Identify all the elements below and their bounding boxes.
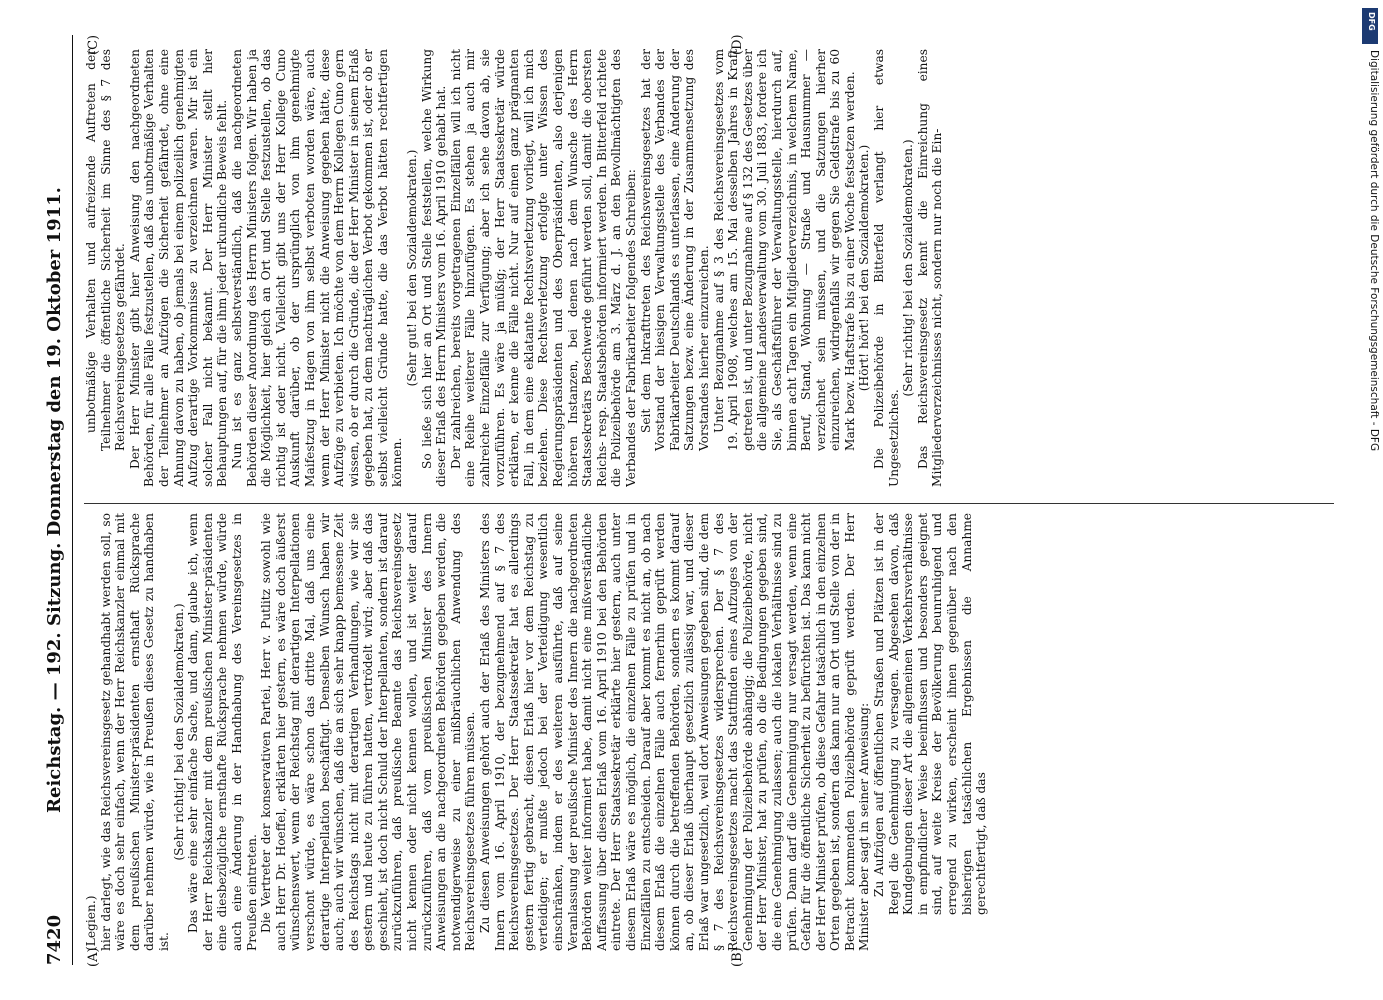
paragraph: unbotmäßige Verhalten und aufreizende Auftreten der Teilnehmer die öffentliche Sicherheit im Sinne des § 7 des Reichsvereinsgesetzes gefährdet.	[84, 49, 128, 451]
margin-letter-c: (C)	[86, 34, 101, 55]
paragraph: Zu Aufzügen auf öffentlichen Straßen und Plätzen ist in der Regel die Genehmigung zu versagen. Abgesehen davon, daß Kundgebungen dieser Art die allgemeinen Verkehrsverhältnisse in empfindlicher Weise beeinflussen und besonders geeignet sind, auf weite Kreise der Bevölkerung beunruhigend und erregend zu wirken, erscheint ihnen gegenüber nach den bisherigen tatsächlichen Ergebnissen die Annahme gerechtfertigt, daß das	[872, 513, 989, 915]
session-title: Reichstag. — 192. Sitzung. Donnerstag den 19. Oktober 1911.	[44, 187, 65, 813]
paragraph: Das Reichsvereinsgesetz kennt die Einreichung eines Mitgliederverzeichnisses nicht, sondern nur noch die Ein-	[915, 49, 945, 487]
digitization-credit: Digitalisierung gefördert durch die Deutsche Forschungsgemeinschaft - DFG	[1368, 50, 1380, 452]
paragraph: Der Herr Minister gibt hier Anweisung den nachgeordneten Behörden, für alle Fälle festzustellen, daß das unbotmäßige Verhalten der Teilnehmer an Aufzügen die Sicherheit gefährdet, ohne eine Ahnung davon zu haben, ob jemals bei einem polizeilich genehmigten Aufzug derartige Vorkommnisse zu verzeichnen waren. Mir ist ein solcher Fall nicht bekannt. Der Herr Minister stellt hier Behauptungen auf, für die ihm jeder urkundliche Beweis fehlt.	[127, 49, 230, 487]
paragraph: (Legien.)	[84, 895, 98, 951]
left-text-column	[84, 513, 1334, 951]
right-text-column	[84, 49, 1334, 487]
dfg-badge: DFG	[1362, 8, 1378, 44]
page-number: 7420	[44, 914, 65, 965]
paragraph: (Sehr richtig! bei den Sozialdemokraten.)	[901, 139, 916, 397]
paragraph: Zu diesen Anweisungen gehört auch der Erlaß des Ministers des Innern vom 16. April 1910, der bezugnehmend auf § 7 des Reichsvereinsgesetzes. Der Herr Staatssekretär hat es allerdings gestern fertig gebracht, diesen Erlaß hier vor dem Reichstag zu verteidigen; er mußte jedoch bei der Verteidigung wesentlich einschränken, indem er des weiteren ausführte, daß auf seine Veranlassung der preußische Minister des Innern die nachgeordneten Behörden weiter informiert habe, damit nicht eine mißverständliche Auffassung über diesen Erlaß vom 16. April 1910 bei den Behörden eintrete. Der Herr Staatssekretär erklärte hier gestern, auch unter diesem Erlaß wäre es möglich, die einzelnen Fälle zu prüfen und in Einzelfällen zu entscheiden. Darauf aber kommt es nicht an, ob nach diesem Erlaß die einzelnen Fälle auch fernerhin geprüft werden können durch die betreffenden Behörden, sondern es kommt darauf an, ob dieser Erlaß überhaupt gesetzlich zulässig war, und dieser Erlaß war ungesetzlich, weil dort Anweisungen gegeben sind, die dem § 7 des Reichsvereinsgesetzes widersprechen. Der § 7 des Reichsvereinsgesetzes macht das Stattfinden eines Aufzuges von der Genehmigung der Polizeibehörde abhängig; die Polizeibehörde, nicht der Herr Minister, hat zu prüfen, ob die Bedingungen gegeben sind, die eine Genehmigung zulassen; auch die lokalen Verhältnisse sind zu prüfen. Dann darf die Genehmigung nur versagt werden, wenn eine Gefahr für die öffentliche Sicherheit zu befürchten ist. Das kann nicht der Herr Minister prüfen, ob diese Gefahr tatsächlich in den einzelnen Orten gegeben ist, sondern das kann nur an Ort und Stelle von der in Betracht kommenden Polizeibehörde geprüft werden. Der Herr Minister aber sagt in seiner Anweisung:	[478, 513, 872, 951]
document-page	[40, 25, 1380, 965]
margin-letter-a: (A)	[86, 947, 101, 967]
paragraph: Unter Bezugnahme auf § 3 des Reichsvereinsgesetzes vom 19. April 1908, welches am 15. Mai desselben Jahres in Kraft getreten ist, und unter Bezugnahme auf § 132 des Gesetzes über die allgemeine Landesverwaltung vom 30. Juli 1883, fordere ich Sie, als Geschäftsführer der Verwaltungsstelle, hierdurch auf, binnen acht Tagen ein Mitgliederverzeichnis, in welchem Name, Beruf, Stand, Wohnung — Straße und Hausnummer — verzeichnet sein müssen, und die Satzungen hierher einzureichen, widrigenfalls wir gegen Sie Geldstrafe bis zu 60 Mark bezw. Haftstrafe bis zu einer Woche festsetzen werden.	[711, 49, 857, 451]
paragraph: Das wäre eine sehr einfache Sache, und dann, glaube ich, wenn der Herr Reichskanzler mit dem preußischen Minister-präsidenten eine diesbezügliche ernsthafte Rücksprache nehmen würde, würde auch eine Änderung in der Handhabung des Vereinsgesetzes in Preußen eintreten.	[186, 513, 259, 951]
paragraph: hier darlegt, wie das Reichsvereinsgesetz gehandhabt werden soll, so wäre es doch sehr einfach, wenn der Herr Reichskanzler einmal mit dem preußischen Minister-präsidenten ernsthaft Rücksprache darüber nehmen würde, wie in Preußen dieses Gesetz zu handhaben ist.	[98, 513, 171, 951]
margin-letter-d: (D)	[730, 34, 745, 55]
paragraph: Die Vertreter der konservativen Partei, Herr v. Putlitz sowohl wie auch Herr Dr. Hoeffel, erklärten hier gestern, es wäre doch äußerst wünschenswert, wenn der Reichstag mit derartigen Interpellationen verschont würde, es wäre schon das dritte Mal, daß uns eine derartige Interpellation beschäftigt. Denselben Wunsch haben wir auch; auch wir wünschen, daß die an sich sehr knapp bemessene Zeit des Reichstags nicht mit derartigen Verhandlungen, wie wir sie gestern und heute zu führen hatten, vertrödelt wird; aber daß das geschieht, ist doch nicht Schuld der Interpellanten, sondern ist darauf zurückzuführen, daß preußische Beamte das Reichsvereinsgesetz nicht kennen oder nicht kennen wollen, und ist weiter darauf zurückzuführen, daß vom preußischen Minister des Innern Anweisungen an die nachgeordneten Behörden gegeben werden, die notwendigerweise zu einer mißbräuchlichen Anwendung des Reichsvereinsgesetzes führen müssen.	[259, 513, 478, 951]
paragraph: Seit dem Inkrafttreten des Reichsvereinsgesetzes hat der Vorstand der hiesigen Verwaltungsstelle des Verbandes der Fabrikarbeiter Deutschlands es unterlassen, eine Änderung der Satzungen bezw. eine Änderung in der Zusammensetzung des Vorstandes hierher einzureichen.	[638, 49, 711, 451]
paragraph: Die Polizeibehörde in Bitterfeld verlangt hier etwas Ungesetzliches.	[872, 49, 901, 487]
paragraph: So ließe sich hier an Ort und Stelle feststellen, welche Wirkung dieser Erlaß des Herrn Ministers vom 16. April 1910 gehabt hat.	[419, 49, 449, 487]
column-divider	[84, 503, 1334, 504]
paragraph: (Hört! hört! bei den Sozialdemokraten.)	[857, 144, 872, 392]
paragraph: (Sehr richtig! bei den Sozialdemokraten.)	[171, 603, 186, 861]
paragraph: Der zahlreichen, bereits vorgetragenen Einzelfällen will ich nicht eine Reihe weiterer Fälle hinzufügen. Es stehen ja auch mir zahlreiche Einzelfälle zur Verfügung; aber ich sehe davon ab, sie vorzuführen. Es wäre ja müßig; der Herr Staatssekretär würde erklären, er kenne die Fälle nicht. Nur auf einen ganz prägnanten Fall, in dem eine eklatante Rechtsverletzung vorliegt, will ich mich beziehen. Diese Rechtsverletzung erfolgte unter Wissen des Regierungspräsidenten und des Oberpräsidenten, also derjenigen höheren Instanzen, bei denen nach dem Wunsche des Herrn Staatssekretärs Beschwerde geführt werden soll, damit die obersten Reichs- resp. Staatsbehörden informiert werden. In Bitterfeld richtete die Polizeibehörde am 3. März d. J. an den Bevollmächtigten des Verbandes der Fabrikarbeiter folgendes Schreiben:	[448, 49, 638, 487]
page-header	[40, 35, 73, 965]
paragraph: (Sehr gut! bei den Sozialdemokraten.)	[405, 149, 420, 387]
paragraph: Nun ist es ganz selbstverständlich, daß die nachgeordneten Behörden dieser Anordnung des Herrn Ministers folgen. Wir haben ja die Möglichkeit, hier gleich an Ort und Stelle festzustellen, ob das richtig ist oder nicht. Vielleicht gibt uns der Herr Kollege Cuno Auskunft darüber, ob der ursprünglich von ihm genehmigte Maifestzug in Hagen von ihm selbst verboten worden wäre, auch wenn der Herr Minister nicht die Anweisung gegeben hätte, diese Aufzüge zu verbieten. Ich möchte von dem Herrn Kollegen Cuno gern wissen, ob er durch die Gründe, die der Herr Minister in seinem Erlaß gegeben hat, zu dem nachträglichen Verbot gekommen ist, oder ob er selbst vielleicht Gründe hatte, die das Verbot hätten rechtfertigen können.	[229, 49, 405, 487]
margin-letter-b: (B)	[730, 947, 745, 967]
